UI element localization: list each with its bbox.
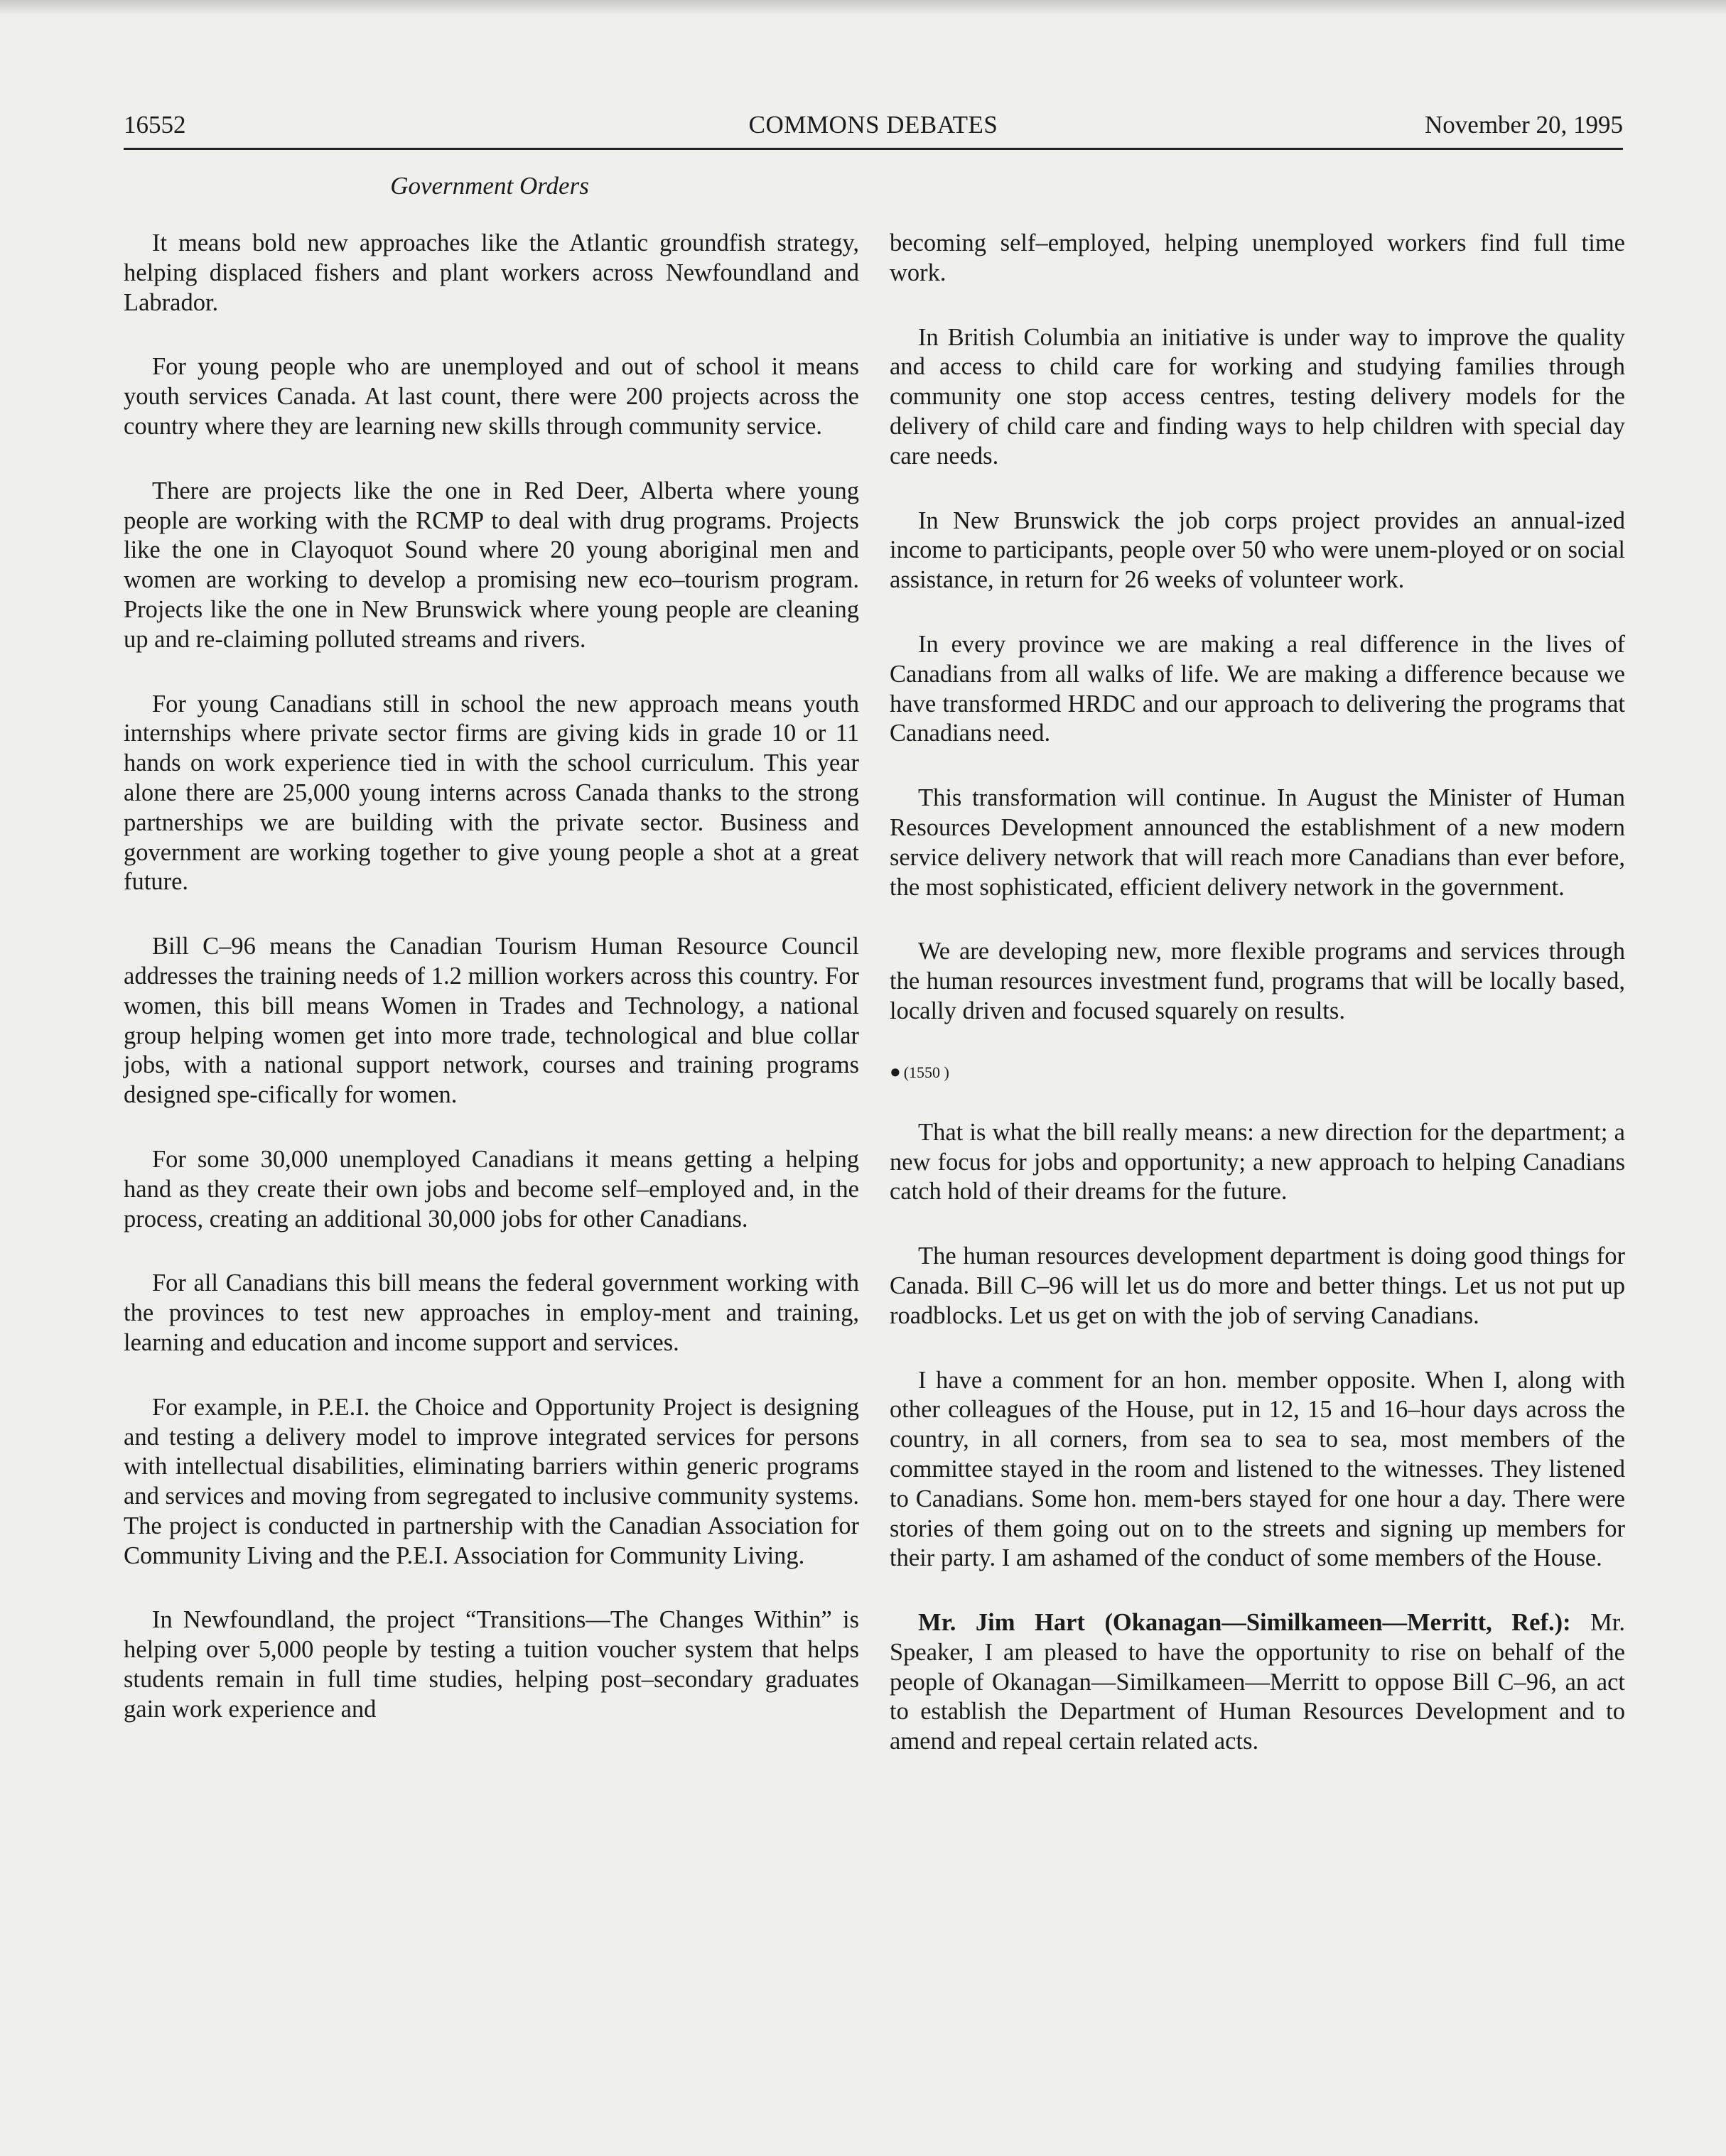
paragraph: We are developing new, more flexible programs and services through the human resources investment fund, programs that will be locally based, locally driven and focused squarely on results.	[890, 938, 1625, 1024]
scan-edge	[0, 0, 1726, 16]
speaker-name: Mr. Jim Hart (Okanagan—Similkameen—Merritt, Ref.):	[918, 1609, 1571, 1637]
paragraph: I have a comment for an hon. member opposite. When I, along with other colleagues of the House, put in 12, 15 and 16–hour days across the country, in all corners, from sea to sea to sea, most members of the committee stayed in the room and listened to the witnesses. They listened to Canadians. Some hon. mem-bers stayed for one hour a day. There were stories of them going out on to the streets and signing up members for their party. I am ashamed of the conduct of some members of the House.	[890, 1366, 1625, 1572]
continued-paragraph: becoming self–employed, helping unemployed workers find full time work.	[890, 229, 1625, 286]
page-header	[124, 107, 1623, 143]
paragraph: For some 30,000 unemployed Canadians it means getting a helping hand as they create their own jobs and become self–employed and, in the process, creating an additional 30,000 jobs for other Canadians.	[124, 1145, 859, 1233]
paragraph: In British Columbia an initiative is under way to improve the quality and access to child care for working and studying families through community one stop access centres, testing delivery models for the delivery of child care and finding ways to help children with special day care needs.	[890, 323, 1625, 470]
paragraph: In every province we are making a real difference in the lives of Canadians from all walks of life. We are making a difference because we have transformed HRDC and our approach to delivering the programs that Canadians need.	[890, 630, 1625, 747]
paragraph: There are projects like the one in Red Deer, Alberta where young people are working with the RCMP to deal with drug programs. Projects like the one in Clayoquot Sound where 20 young aboriginal men and women are working to develop a promising new eco–tourism program. Projects like the one in New Brunswick where young people are cleaning up and re-claiming polluted streams and rivers.	[124, 477, 859, 653]
paragraph: For example, in P.E.I. the Choice and Opportunity Project is designing and testing a delivery model to improve integrated services for persons with intellectual disabilities, eliminating barriers within generic programs and services and moving from segregated to inclusive community systems. The project is conducted in partnership with the Canadian Association for Community Living and the P.E.I. Association for Community Living.	[124, 1393, 859, 1569]
speech-paragraph	[890, 1608, 1625, 1757]
publication-date: November 20, 1995	[1425, 111, 1623, 139]
publication-title: COMMONS DEBATES	[748, 111, 998, 139]
speech-text: Mr. Speaker, I am pleased to have the opportunity to rise on behalf of the people of Okanagan—Similkameen—Merritt to oppose Bill C–96, an act to establish the Department of Human Resources Development and to amend and repeal certain related acts.	[890, 1609, 1626, 1755]
right-column	[890, 229, 1625, 1792]
time-marker-label: (1550 )	[903, 1063, 949, 1081]
section-title: Government Orders	[390, 172, 589, 200]
paragraph: It means bold new approaches like the Atlantic groundfish strategy, helping displaced fishers and plant workers across Newfoundland and Labrador.	[124, 229, 859, 316]
bullet-icon: ●	[890, 1061, 901, 1082]
paragraph: The human resources development department is doing good things for Canada. Bill C–96 will let us do more and better things. Let us not put up roadblocks. Let us get on with the job of serving Canadians.	[890, 1242, 1625, 1329]
paragraph: This transformation will continue. In August the Minister of Human Resources Development announced the establishment of a new modern service delivery network that will reach more Canadians than ever before, the most sophisticated, efficient delivery network in the government.	[890, 784, 1625, 901]
paragraph: In Newfoundland, the project “Transitions—The Changes Within” is helping over 5,000 people by testing a tuition voucher system that helps students remain in full time studies, helping post–secondary graduates gain work experience and	[124, 1606, 859, 1723]
paragraph: For all Canadians this bill means the federal government working with the provinces to test new approaches in employ-ment and training, learning and education and income support and services.	[124, 1269, 859, 1356]
header-rule	[124, 148, 1623, 150]
paragraph: For young people who are unemployed and out of school it means youth services Canada. At last count, there were 200 projects across the country where they are learning new skills through community service.	[124, 353, 859, 440]
paragraph: For young Canadians still in school the new approach means youth internships where private sector firms are giving kids in grade 10 or 11 hands on work experience tied in with the school curriculum. This year alone there are 25,000 young interns across Canada thanks to the strong partnerships we are building with the private sector. Business and government are working together to give young people a shot at a great future.	[124, 690, 859, 896]
left-column	[124, 229, 859, 1760]
paragraph: Bill C–96 means the Canadian Tourism Human Resource Council addresses the training needs of 1.2 million workers across this country. For women, this bill means Women in Trades and Technology, a national group helping women get into more trade, technological and blue collar jobs, with a national support network, courses and training programs designed spe-cifically for women.	[124, 933, 859, 1109]
paragraph: In New Brunswick the job corps project provides an annual-ized income to participants, people over 50 who were unem-ployed or on social assistance, in return for 26 weeks of volunteer work.	[890, 507, 1625, 594]
paragraph: That is what the bill really means: a new direction for the department; a new focus for jobs and opportunity; a new approach to helping Canadians catch hold of their dreams for the future.	[890, 1118, 1625, 1206]
time-marker	[890, 1061, 1625, 1083]
page-number: 16552	[124, 111, 186, 139]
